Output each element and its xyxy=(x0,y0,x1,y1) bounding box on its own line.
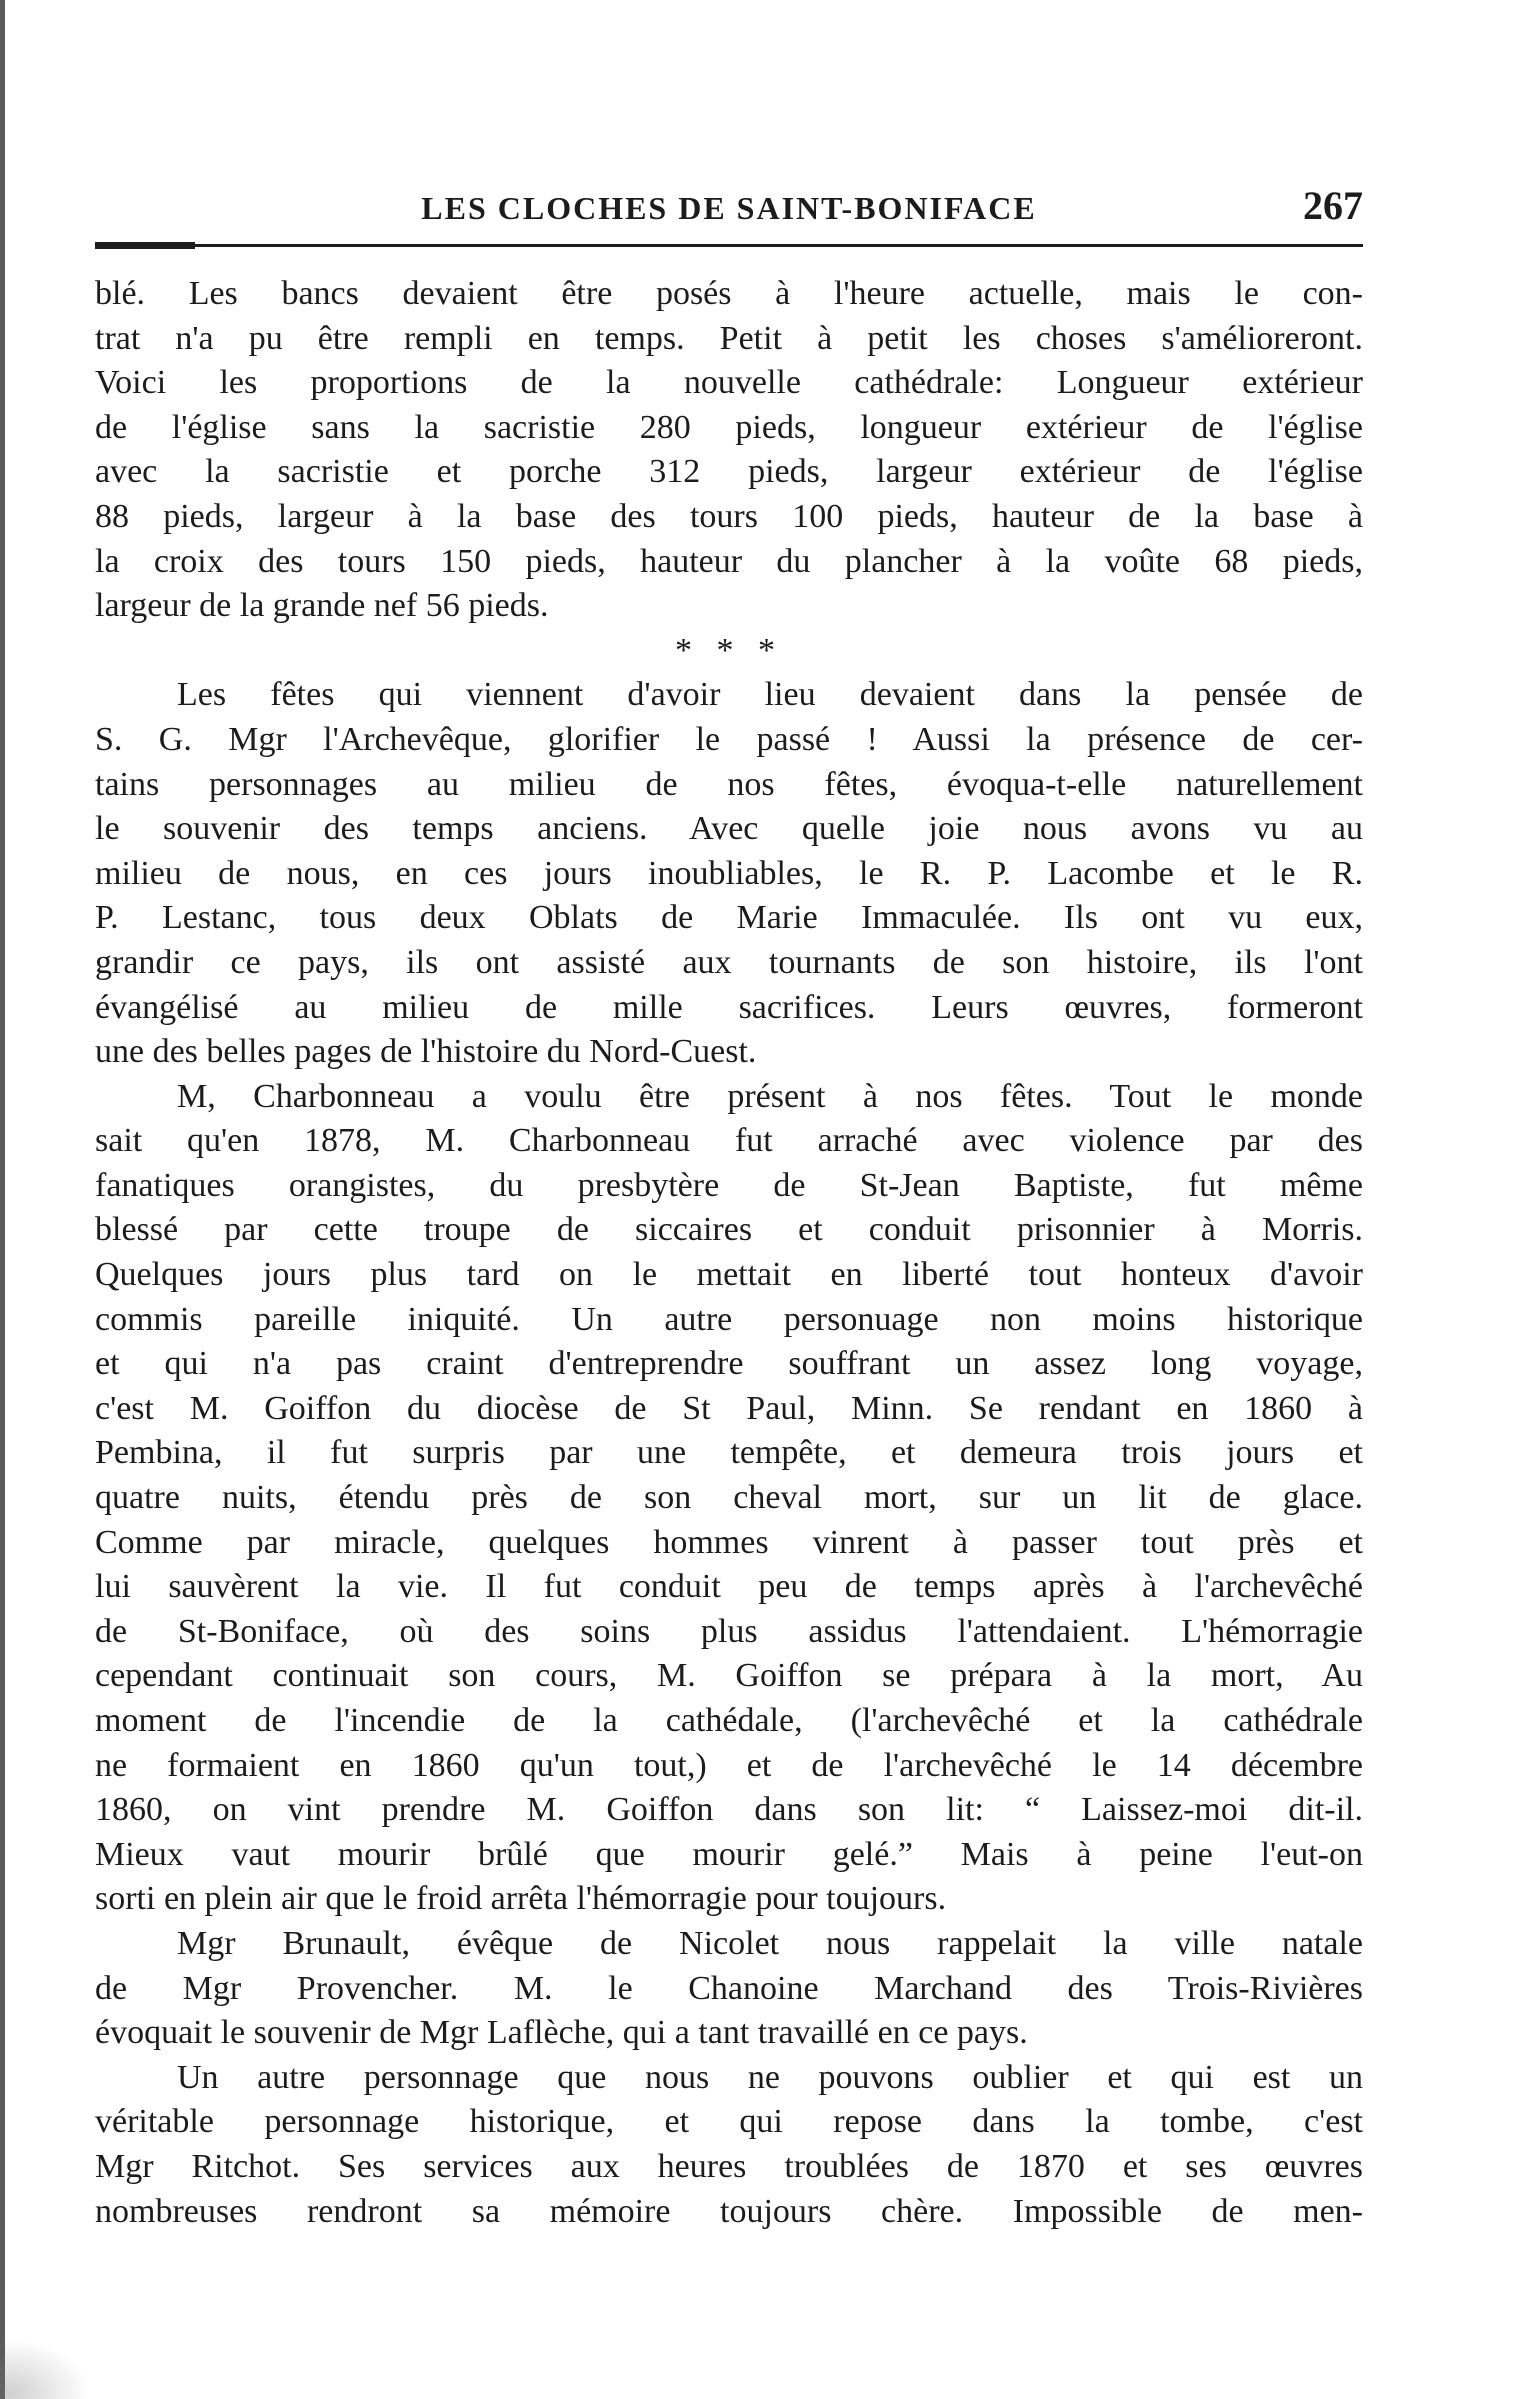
text-line: fanatiques orangistes, du presbytère de St-Jean Baptiste, fut même xyxy=(95,1166,1363,1204)
text-line: la croix des tours 150 pieds, hauteur du plancher à la voûte 68 pieds, xyxy=(95,542,1363,580)
text-line: milieu de nous, en ces jours inoubliables, le R. P. Lacombe et le R. xyxy=(95,854,1363,892)
text-line: ne formaient en 1860 qu'un tout,) et de l'archevêché le 14 décembre xyxy=(95,1746,1363,1784)
text-line: P. Lestanc, tous deux Oblats de Marie Immaculée. Ils ont vu eux, xyxy=(95,899,1363,937)
text-line: et qui n'a pas craint d'entreprendre souffrant un assez long voyage, xyxy=(95,1345,1363,1383)
text-line: nombreuses rendront sa mémoire toujours chère. Impossible de men- xyxy=(95,2192,1363,2230)
text-line: moment de l'incendie de la cathédale, (l'archevêché et la cathédrale xyxy=(95,1702,1363,1739)
body-text xyxy=(95,272,1363,2234)
text-line: Pembina, il fut surpris par une tempête, et demeura trois jours et xyxy=(95,1434,1363,1472)
text-line: sait qu'en 1878, M. Charbonneau fut arraché avec violence par des xyxy=(95,1122,1363,1160)
text-line: 88 pieds, largeur à la base des tours 100 pieds, hauteur de la base à xyxy=(95,497,1363,535)
text-line: évoquait le souvenir de Mgr Laflèche, qui a tant travaillé en ce pays. xyxy=(95,2014,1028,2052)
page-header xyxy=(95,182,1363,238)
page-edge-shadow xyxy=(0,0,5,2399)
section-separator: * * * xyxy=(675,631,783,669)
text-line: c'est M. Goiffon du diocèse de St Paul, Minn. Se rendant en 1860 à xyxy=(95,1389,1363,1427)
text-line: trat n'a pu être rempli en temps. Petit à petit les choses s'amélioreront. xyxy=(95,319,1363,357)
text-line: tains personnages au milieu de nos fêtes, évoqua-t-elle naturellement xyxy=(95,765,1363,803)
text-line: Mieux vaut mourir brûlé que mourir gelé.” Mais à peine l'eut-on xyxy=(95,1835,1363,1873)
text-line: Voici les proportions de la nouvelle cathédrale: Longueur extérieur xyxy=(95,364,1363,402)
text-line: véritable personnage historique, et qui repose dans la tombe, c'est xyxy=(95,2103,1363,2141)
text-line: cependant continuait son cours, M. Goiffon se prépara à la mort, Au xyxy=(95,1657,1363,1695)
text-line: lui sauvèrent la vie. Il fut conduit peu de temps après à l'archevêché xyxy=(95,1568,1363,1606)
text-line: Les fêtes qui viennent d'avoir lieu devaient dans la pensée de xyxy=(177,676,1363,714)
text-line: 1860, on vint prendre M. Goiffon dans son lit: “ Laissez-moi dit-il. xyxy=(95,1791,1363,1829)
text-line: évangélisé au milieu de mille sacrifices. Leurs œuvres, formeront xyxy=(95,988,1363,1026)
text-line: Un autre personnage que nous ne pouvons oublier et qui est un xyxy=(177,2058,1363,2096)
text-line: M, Charbonneau a voulu être présent à nos fêtes. Tout le monde xyxy=(177,1077,1363,1115)
text-line: S. G. Mgr l'Archevêque, glorifier le passé ! Aussi la présence de cer- xyxy=(95,720,1363,758)
text-line: de l'église sans la sacristie 280 pieds, longueur extérieur de l'église xyxy=(95,408,1363,446)
text-line: Comme par miracle, quelques hommes vinrent à passer tout près et xyxy=(95,1523,1363,1561)
paper-stain xyxy=(0,2339,90,2399)
page-number: 267 xyxy=(1303,183,1363,228)
text-line: Quelques jours plus tard on le mettait en liberté tout honteux d'avoir xyxy=(95,1256,1363,1294)
text-line: Mgr Brunault, évêque de Nicolet nous rappelait la ville natale xyxy=(177,1924,1363,1962)
text-line: largeur de la grande nef 56 pieds. xyxy=(95,587,549,625)
text-line: Mgr Ritchot. Ses services aux heures troublées de 1870 et ses œuvres xyxy=(95,2147,1363,2185)
text-line: avec la sacristie et porche 312 pieds, largeur extérieur de l'église xyxy=(95,453,1363,491)
text-line: de Mgr Provencher. M. le Chanoine Marchand des Trois-Rivières xyxy=(95,1969,1363,2007)
text-line: blessé par cette troupe de siccaires et conduit prisonnier à Morris. xyxy=(95,1211,1363,1249)
text-line: le souvenir des temps anciens. Avec quelle joie nous avons vu au xyxy=(95,810,1363,848)
text-line: sorti en plein air que le froid arrêta l'hémorragie pour toujours. xyxy=(95,1880,947,1918)
text-line: commis pareille iniquité. Un autre personuage non moins historique xyxy=(95,1300,1363,1338)
text-line: une des belles pages de l'histoire du Nord-Cuest. xyxy=(95,1033,757,1071)
text-line: de St-Boniface, où des soins plus assidus l'attendaient. L'hémorragie xyxy=(95,1612,1363,1650)
text-line: quatre nuits, étendu près de son cheval mort, sur un lit de glace. xyxy=(95,1479,1363,1517)
text-line: grandir ce pays, ils ont assisté aux tournants de son histoire, ils l'ont xyxy=(95,943,1363,981)
header-rule xyxy=(95,244,1363,247)
running-title: LES CLOCHES DE SAINT-BONIFACE xyxy=(421,190,1037,226)
text-line: blé. Les bancs devaient être posés à l'heure actuelle, mais le con- xyxy=(95,275,1363,312)
